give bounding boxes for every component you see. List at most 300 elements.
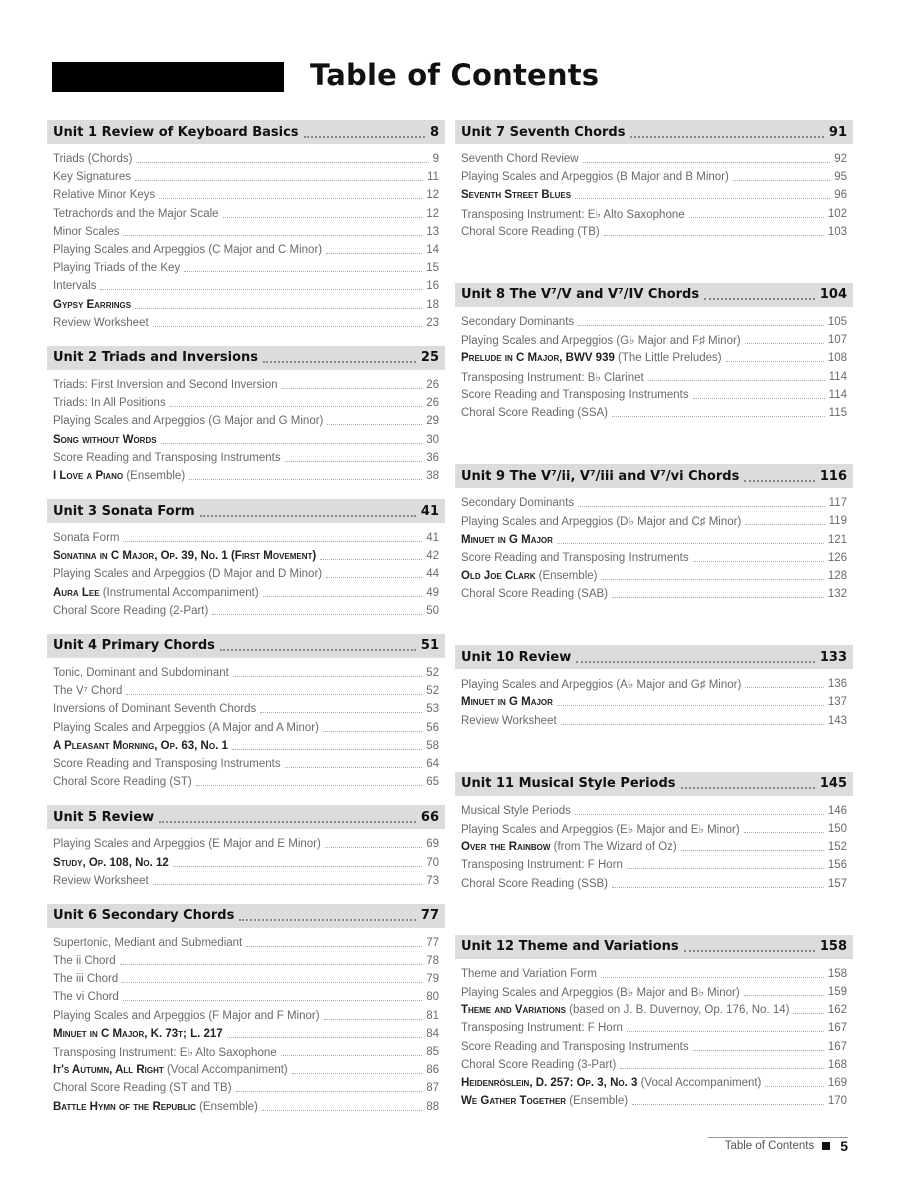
entry-page-number: 86 <box>426 1064 439 1077</box>
entry-page-number: 170 <box>827 1095 847 1108</box>
entry-title <box>461 534 553 546</box>
entry-title: Triads: First Inversion and Second Inversion <box>53 378 278 391</box>
entry-title: Transposing Instrument: F Horn <box>461 1022 623 1035</box>
entry-title: Choral Score Reading (ST) <box>53 776 192 789</box>
toc-unit <box>455 464 853 603</box>
unit-page-number: 158 <box>819 939 847 955</box>
entry-title: Playing Scales and Arpeggios (B Major and B Minor) <box>461 171 729 184</box>
toc-entry[interactable] <box>461 802 847 820</box>
toc-entry[interactable] <box>461 313 847 331</box>
entry-title: Playing Scales and Arpeggios (D Major and D Minor) <box>53 568 323 581</box>
toc-entry[interactable] <box>53 241 439 259</box>
toc-entry[interactable] <box>53 1025 439 1043</box>
dot-leader <box>561 723 824 725</box>
entry-title <box>53 470 185 482</box>
dot-leader <box>123 540 422 542</box>
toc-entry[interactable] <box>461 585 847 603</box>
page-number: 5 <box>840 1138 848 1154</box>
entry-page-number: 16 <box>426 280 439 293</box>
toc-unit <box>47 634 445 791</box>
entry-title: Playing Scales and Arpeggios (C Major and C Minor) <box>53 244 323 257</box>
toc-entry[interactable] <box>53 664 439 682</box>
piece-title: Minuet in G Major <box>461 696 553 709</box>
unit-heading[interactable] <box>47 634 445 658</box>
unit-page-number: 77 <box>420 908 439 924</box>
entry-page-number: 143 <box>827 714 847 727</box>
dot-leader <box>173 865 422 867</box>
unit-entry-list <box>47 658 445 791</box>
dot-leader <box>170 405 422 407</box>
piece-title: Theme and Variations <box>461 1004 566 1017</box>
dot-leader <box>223 216 423 218</box>
piece-detail: (Instrumental Accompaniment) <box>99 586 259 599</box>
dot-leader <box>745 342 824 344</box>
piece-detail: (Vocal Accompaniment) <box>163 1064 288 1077</box>
toc-entry[interactable] <box>461 168 847 186</box>
footer-label: Table of Contents <box>724 1140 815 1152</box>
dot-leader <box>233 675 422 677</box>
dot-leader <box>159 197 422 199</box>
dot-leader <box>232 748 422 750</box>
unit-title: Unit 7 Seventh Chords <box>461 124 626 140</box>
entry-title: Inversions of Dominant Seventh Chords <box>53 703 257 716</box>
dot-leader <box>153 883 423 885</box>
toc-unit <box>455 120 853 241</box>
piece-title: Prelude in C Major, BWV 939 <box>461 352 615 365</box>
dot-leader <box>200 514 416 517</box>
dot-leader <box>281 1054 423 1056</box>
toc-entry[interactable] <box>461 530 847 548</box>
toc-entry[interactable] <box>461 549 847 567</box>
dot-leader <box>239 918 416 921</box>
unit-page-number: 145 <box>819 776 847 792</box>
unit-entry-list <box>455 488 853 603</box>
entry-page-number: 168 <box>827 1058 847 1071</box>
entry-page-number: 167 <box>827 1022 847 1035</box>
dot-leader <box>196 784 423 786</box>
toc-entry[interactable] <box>461 1001 847 1019</box>
entry-title: Playing Triads of the Key <box>53 262 181 275</box>
toc-entry[interactable] <box>53 223 439 241</box>
entry-title: Playing Scales and Arpeggios (B♭ Major and B♭ Minor) <box>461 986 740 999</box>
unit-page-number: 66 <box>420 809 439 825</box>
piece-detail: (Ensemble) <box>195 1100 258 1113</box>
entry-page-number: 85 <box>426 1046 439 1059</box>
entry-page-number: 26 <box>426 378 439 391</box>
entry-page-number: 119 <box>828 515 847 528</box>
toc-entry[interactable] <box>461 512 847 530</box>
entry-page-number: 105 <box>827 316 847 329</box>
dot-leader <box>745 686 824 688</box>
toc-entry[interactable] <box>53 719 439 737</box>
toc-entry[interactable] <box>461 820 847 838</box>
unit-entry-list <box>455 144 853 241</box>
entry-page-number: 146 <box>827 804 847 817</box>
entry-title: Transposing Instrument: E♭ Alto Saxophone <box>461 208 685 221</box>
entry-page-number: 78 <box>426 955 439 968</box>
entry-title: Playing Scales and Arpeggios (A Major and A Minor) <box>53 721 319 734</box>
entry-title: Review Worksheet <box>461 714 557 727</box>
entry-page-number: 9 <box>432 153 439 166</box>
entry-title: Transposing Instrument: F Horn <box>461 859 623 872</box>
toc-entry[interactable] <box>53 565 439 583</box>
dot-leader <box>120 963 423 965</box>
toc-entry[interactable] <box>53 529 439 547</box>
dot-leader <box>620 1067 823 1069</box>
dot-leader <box>212 613 422 615</box>
toc-unit <box>455 772 853 893</box>
page-title: Table of Contents <box>310 58 600 92</box>
entry-title: The iii Chord <box>53 973 119 986</box>
dot-leader <box>583 161 831 163</box>
toc-entry[interactable] <box>53 277 439 295</box>
entry-title: Supertonic, Mediant and Submediant <box>53 936 243 949</box>
entry-title: Playing Scales and Arpeggios (E Major and E Minor) <box>53 838 321 851</box>
dot-leader <box>189 478 422 480</box>
unit-entry-list <box>455 307 853 422</box>
dot-leader <box>246 945 422 947</box>
dot-leader <box>612 886 824 888</box>
entry-page-number: 132 <box>827 588 847 601</box>
toc-entry[interactable] <box>53 547 439 565</box>
entry-title: The V⁷ Chord <box>53 685 123 698</box>
entry-title <box>461 189 571 201</box>
entry-title <box>53 857 169 869</box>
toc-entry[interactable] <box>461 983 847 1001</box>
entry-page-number: 169 <box>827 1076 847 1089</box>
entry-title: Playing Scales and Arpeggios (E♭ Major and E♭ Minor) <box>461 824 740 837</box>
unit-heading[interactable] <box>455 464 853 488</box>
toc-entry[interactable] <box>53 314 439 332</box>
entry-page-number: 108 <box>827 352 847 365</box>
toc-unit <box>47 805 445 890</box>
toc-entry[interactable] <box>53 1098 439 1116</box>
entry-page-number: 162 <box>827 1004 847 1017</box>
toc-entry[interactable] <box>461 349 847 367</box>
toc-entry[interactable] <box>53 430 439 448</box>
toc-entry[interactable] <box>53 988 439 1006</box>
toc-entry[interactable] <box>53 412 439 430</box>
unit-heading[interactable] <box>47 904 445 928</box>
toc-entry[interactable] <box>53 952 439 970</box>
toc-entry[interactable] <box>461 875 847 893</box>
toc-entry[interactable] <box>461 494 847 512</box>
entry-page-number: 70 <box>426 856 439 869</box>
entry-page-number: 128 <box>827 569 847 582</box>
toc-entry[interactable] <box>461 404 847 422</box>
entry-page-number: 30 <box>426 433 439 446</box>
toc-entry[interactable] <box>53 853 439 871</box>
toc-entry[interactable] <box>461 331 847 349</box>
toc-entry[interactable] <box>53 682 439 700</box>
unit-page-number: 116 <box>819 468 847 484</box>
dot-leader <box>557 542 824 544</box>
toc-entry[interactable] <box>53 737 439 755</box>
piece-detail: (Ensemble) <box>566 1095 629 1108</box>
entry-page-number: 26 <box>426 397 439 410</box>
unit-heading[interactable] <box>47 346 445 370</box>
toc-entry[interactable] <box>461 1019 847 1037</box>
entry-page-number: 73 <box>426 874 439 887</box>
dot-leader <box>693 560 824 562</box>
piece-title: Over the Rainbow <box>461 841 551 854</box>
toc-entry[interactable] <box>53 205 439 223</box>
toc-unit <box>455 283 853 422</box>
unit-entry-list <box>47 928 445 1116</box>
toc-entry[interactable] <box>53 168 439 186</box>
toc-entry[interactable] <box>461 675 847 693</box>
dot-leader <box>793 1012 823 1014</box>
dot-leader <box>765 1085 823 1087</box>
entry-page-number: 137 <box>827 696 847 709</box>
unit-title: Unit 4 Primary Chords <box>53 638 215 654</box>
toc-unit <box>47 346 445 485</box>
dot-leader <box>161 442 423 444</box>
dot-leader <box>627 867 824 869</box>
dot-leader <box>135 179 423 181</box>
unit-page-number: 104 <box>819 287 847 303</box>
toc-entry[interactable] <box>53 1007 439 1025</box>
dot-leader <box>220 648 416 651</box>
dot-leader <box>578 324 824 326</box>
unit-page-number: 51 <box>420 638 439 654</box>
toc-entry[interactable] <box>461 693 847 711</box>
entry-page-number: 159 <box>827 985 847 998</box>
toc-entry[interactable] <box>461 150 847 168</box>
entry-title: Playing Scales and Arpeggios (A♭ Major and G♯ Minor) <box>461 679 742 692</box>
entry-title <box>461 841 677 853</box>
dot-leader <box>285 460 423 462</box>
unit-title: Unit 2 Triads and Inversions <box>53 350 258 366</box>
toc-entry[interactable] <box>53 934 439 952</box>
entry-page-number: 158 <box>827 967 847 980</box>
entry-title: Playing Scales and Arpeggios (D♭ Major and C♯ Minor) <box>461 516 742 529</box>
toc-entry[interactable] <box>461 712 847 730</box>
toc-entry[interactable] <box>461 1037 847 1055</box>
dot-leader <box>159 820 416 823</box>
entry-page-number: 36 <box>426 451 439 464</box>
piece-detail: (Ensemble) <box>535 569 598 582</box>
toc-entry[interactable] <box>53 1043 439 1061</box>
entry-title: Review Worksheet <box>53 874 149 887</box>
entry-title: Triads (Chords) <box>53 153 133 166</box>
toc-entry[interactable] <box>53 773 439 791</box>
page-footer <box>725 1138 848 1154</box>
entry-title: Triads: In All Positions <box>53 397 166 410</box>
toc-entry[interactable] <box>461 965 847 983</box>
unit-entry-list <box>47 829 445 890</box>
unit-page-number: 25 <box>420 350 439 366</box>
entry-page-number: 152 <box>827 841 847 854</box>
entry-title: Choral Score Reading (SAB) <box>461 588 609 601</box>
unit-heading[interactable] <box>455 935 853 959</box>
unit-entry-list <box>47 523 445 620</box>
piece-title: Seventh Street Blues <box>461 189 572 202</box>
entry-page-number: 14 <box>426 244 439 257</box>
unit-title: Unit 8 The V⁷/V and V⁷/IV Chords <box>461 287 700 303</box>
piece-detail: (Ensemble) <box>123 469 186 482</box>
dot-leader <box>578 505 825 507</box>
toc-entry[interactable] <box>53 872 439 890</box>
toc-entry[interactable] <box>461 1074 847 1092</box>
piece-detail: (The Little Preludes) <box>614 352 722 365</box>
toc-entry[interactable] <box>461 1092 847 1110</box>
square-bullet-icon <box>822 1142 830 1150</box>
dot-leader <box>153 325 423 327</box>
toc-entry[interactable] <box>53 186 439 204</box>
piece-title: Sonatina in C Major, Op. 39, No. 1 (First Movement) <box>53 550 317 563</box>
toc-entry[interactable] <box>461 386 847 404</box>
entry-page-number: 84 <box>426 1027 439 1040</box>
toc-entry[interactable] <box>461 368 847 386</box>
unit-entry-list <box>455 796 853 893</box>
entry-title <box>53 1064 288 1076</box>
toc-entry[interactable] <box>53 296 439 314</box>
entry-page-number: 117 <box>828 497 847 510</box>
dot-leader <box>575 813 824 815</box>
entry-page-number: 53 <box>426 703 439 716</box>
entry-page-number: 103 <box>827 225 847 238</box>
dot-leader <box>326 576 422 578</box>
toc-entry[interactable] <box>461 186 847 204</box>
entry-title: Musical Style Periods <box>461 804 571 817</box>
entry-page-number: 88 <box>426 1100 439 1113</box>
dot-leader <box>260 711 422 713</box>
dot-leader <box>320 558 422 560</box>
entry-page-number: 12 <box>426 189 439 202</box>
unit-heading[interactable] <box>47 499 445 523</box>
piece-title: Minuet in G Major <box>461 533 553 546</box>
dot-leader <box>262 1109 422 1111</box>
toc-unit <box>47 904 445 1116</box>
entry-title: Review Worksheet <box>53 316 149 329</box>
entry-page-number: 121 <box>827 533 847 546</box>
toc-entry[interactable] <box>53 602 439 620</box>
toc-entry[interactable] <box>461 205 847 223</box>
unit-title: Unit 10 Review <box>461 649 572 665</box>
entry-title: Secondary Dominants <box>461 497 575 510</box>
entry-page-number: 157 <box>827 877 847 890</box>
entry-title: The ii Chord <box>53 955 116 968</box>
entry-page-number: 126 <box>827 551 847 564</box>
unit-title: Unit 3 Sonata Form <box>53 503 195 519</box>
toc-entry[interactable] <box>53 700 439 718</box>
dot-leader <box>285 766 423 768</box>
toc-entry[interactable] <box>53 835 439 853</box>
toc-entry[interactable] <box>53 1079 439 1097</box>
piece-detail: (from The Wizard of Oz) <box>550 841 677 854</box>
entry-title: Score Reading and Transposing Instruments <box>461 551 689 564</box>
entry-title: Relative Minor Keys <box>53 189 156 202</box>
unit-heading[interactable] <box>455 283 853 307</box>
toc-entry[interactable] <box>461 223 847 241</box>
toc-entry[interactable] <box>461 567 847 585</box>
toc-entry[interactable] <box>461 856 847 874</box>
dot-leader <box>704 297 815 300</box>
dot-leader <box>648 379 825 381</box>
toc-left-column <box>47 120 445 1130</box>
toc-entry[interactable] <box>53 1061 439 1079</box>
entry-page-number: 114 <box>828 388 847 401</box>
toc-entry[interactable] <box>53 970 439 988</box>
entry-title <box>461 352 722 364</box>
entry-page-number: 18 <box>426 298 439 311</box>
dot-leader <box>100 288 422 290</box>
dot-leader <box>630 135 823 138</box>
toc-entry[interactable] <box>53 467 439 485</box>
piece-title: A Pleasant Morning, Op. 63, No. 1 <box>53 739 228 752</box>
piece-title: Heidenröslein, D. 257: Op. 3, No. 3 <box>461 1076 638 1089</box>
piece-detail: (based on J. B. Duvernoy, Op. 176, No. 14) <box>565 1004 790 1017</box>
entry-page-number: 58 <box>426 739 439 752</box>
toc-entry[interactable] <box>53 449 439 467</box>
toc-entry[interactable] <box>53 259 439 277</box>
toc-entry[interactable] <box>53 376 439 394</box>
entry-title <box>53 1101 258 1113</box>
unit-entry-list <box>47 370 445 485</box>
entry-title: Intervals <box>53 280 97 293</box>
piece-title: Minuet in C Major, K. 73t; L. 217 <box>53 1027 223 1040</box>
dot-leader <box>326 252 422 254</box>
entry-page-number: 13 <box>426 225 439 238</box>
dot-leader <box>323 730 422 732</box>
dot-leader <box>604 234 824 236</box>
entry-page-number: 79 <box>426 973 439 986</box>
entry-title: Minor Scales <box>53 225 120 238</box>
unit-heading[interactable] <box>47 120 445 144</box>
unit-heading[interactable] <box>455 645 853 669</box>
entry-page-number: 23 <box>426 316 439 329</box>
dot-leader <box>123 234 422 236</box>
dot-leader <box>745 523 824 525</box>
entry-page-number: 52 <box>426 667 439 680</box>
piece-title: We Gather Together <box>461 1095 567 1108</box>
unit-title: Unit 6 Secondary Chords <box>53 908 235 924</box>
toc-entry[interactable] <box>461 838 847 856</box>
toc-entry[interactable] <box>53 150 439 168</box>
toc-entry[interactable] <box>53 755 439 773</box>
unit-title: Unit 1 Review of Keyboard Basics <box>53 124 299 140</box>
unit-entry-list <box>455 669 853 730</box>
dot-leader <box>282 387 423 389</box>
header-black-bar <box>52 62 284 92</box>
unit-heading[interactable] <box>47 805 445 829</box>
toc-entry[interactable] <box>53 394 439 412</box>
entry-title: Playing Scales and Arpeggios (F Major and F Minor) <box>53 1009 320 1022</box>
unit-heading[interactable] <box>455 772 853 796</box>
dot-leader <box>601 976 824 978</box>
entry-title: Choral Score Reading (SSA) <box>461 406 609 419</box>
dot-leader <box>612 415 825 417</box>
unit-heading[interactable] <box>455 120 853 144</box>
toc-entry[interactable] <box>53 584 439 602</box>
dot-leader <box>263 360 416 363</box>
entry-title: Tetrachords and the Major Scale <box>53 207 219 220</box>
entry-title: Score Reading and Transposing Instruments <box>53 451 281 464</box>
entry-page-number: 69 <box>426 838 439 851</box>
toc-entry[interactable] <box>461 1056 847 1074</box>
entry-page-number: 64 <box>426 757 439 770</box>
entry-title: Sonata Form <box>53 532 120 545</box>
entry-title: Playing Scales and Arpeggios (G♭ Major and F♯ Minor) <box>461 335 741 348</box>
dot-leader <box>557 704 824 706</box>
entry-page-number: 65 <box>426 776 439 789</box>
entry-page-number: 44 <box>426 568 439 581</box>
piece-detail: (Vocal Accompaniment) <box>637 1076 762 1089</box>
piece-title: I Love a Piano <box>53 469 124 482</box>
unit-entry-list <box>47 144 445 332</box>
dot-leader <box>292 1072 422 1074</box>
